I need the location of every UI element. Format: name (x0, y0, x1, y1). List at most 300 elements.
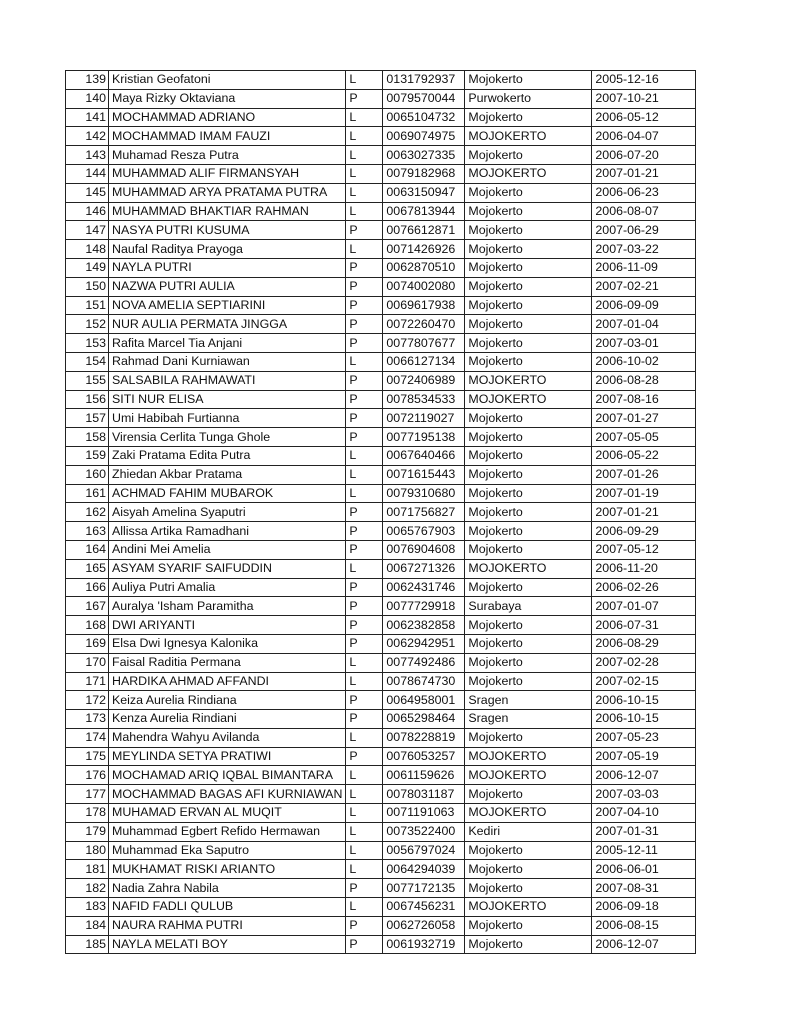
gender-cell: L (346, 465, 383, 484)
gender-cell: L (346, 898, 383, 917)
table-row (66, 89, 696, 108)
birth-date-cell: 2007-03-03 (592, 785, 696, 804)
gender-cell: P (346, 710, 383, 729)
birth-date-cell: 2007-05-19 (592, 747, 696, 766)
gender-cell: P (346, 578, 383, 597)
birthplace-cell: Mojokerto (465, 672, 592, 691)
student-name-cell: NAZWA PUTRI AULIA (109, 277, 346, 296)
birthplace-cell: MOJOKERTO (465, 390, 592, 409)
student-id-cell: 0072406989 (383, 371, 465, 390)
student-name-cell: NASYA PUTRI KUSUMA (109, 221, 346, 240)
student-name-cell: NUR AULIA PERMATA JINGGA (109, 315, 346, 334)
student-id-cell: 0077729918 (383, 597, 465, 616)
birthplace-cell: MOJOKERTO (465, 766, 592, 785)
student-name-cell: MEYLINDA SETYA PRATIWI (109, 747, 346, 766)
student-name-cell: Muhamad Resza Putra (109, 146, 346, 165)
student-name-cell: MOCHAMMAD IMAM FAUZI (109, 127, 346, 146)
student-name-cell: Keiza Aurelia Rindiana (109, 691, 346, 710)
birthplace-cell: MOJOKERTO (465, 164, 592, 183)
student-id-cell: 0072260470 (383, 315, 465, 334)
gender-cell: L (346, 728, 383, 747)
student-id-cell: 0078031187 (383, 785, 465, 804)
student-id-cell: 0062726058 (383, 916, 465, 935)
birth-date-cell: 2007-01-26 (592, 465, 696, 484)
student-id-cell: 0067813944 (383, 202, 465, 221)
student-id-cell: 0071756827 (383, 503, 465, 522)
gender-cell: L (346, 785, 383, 804)
table-row (66, 916, 696, 935)
birth-date-cell: 2007-01-07 (592, 597, 696, 616)
student-name-cell: MOCHAMAD ARIQ IQBAL BIMANTARA (109, 766, 346, 785)
table-row (66, 879, 696, 898)
student-name-cell: MUHAMMAD ALIF FIRMANSYAH (109, 164, 346, 183)
student-id-cell: 0076612871 (383, 221, 465, 240)
table-row (66, 202, 696, 221)
gender-cell: L (346, 146, 383, 165)
birth-date-cell: 2006-09-09 (592, 296, 696, 315)
birth-date-cell: 2007-01-19 (592, 484, 696, 503)
row-number-cell: 180 (66, 841, 109, 860)
table-row (66, 728, 696, 747)
student-id-cell: 0076904608 (383, 540, 465, 559)
student-id-cell: 0067271326 (383, 559, 465, 578)
student-id-cell: 0064294039 (383, 860, 465, 879)
table-row (66, 428, 696, 447)
table-row (66, 691, 696, 710)
student-id-cell: 0062431746 (383, 578, 465, 597)
table-row (66, 597, 696, 616)
birthplace-cell: MOJOKERTO (465, 747, 592, 766)
table-row (66, 446, 696, 465)
row-number-cell: 169 (66, 634, 109, 653)
gender-cell: P (346, 540, 383, 559)
student-name-cell: Umi Habibah Furtianna (109, 409, 346, 428)
table-row (66, 540, 696, 559)
birthplace-cell: Mojokerto (465, 146, 592, 165)
student-name-cell: Auralya 'Isham Paramitha (109, 597, 346, 616)
row-number-cell: 159 (66, 446, 109, 465)
birth-date-cell: 2007-02-21 (592, 277, 696, 296)
student-id-cell: 0073522400 (383, 822, 465, 841)
gender-cell: P (346, 691, 383, 710)
birth-date-cell: 2007-06-29 (592, 221, 696, 240)
student-id-cell: 0063150947 (383, 183, 465, 202)
table-row (66, 578, 696, 597)
student-id-cell: 0066127134 (383, 352, 465, 371)
student-table (65, 70, 696, 954)
gender-cell: P (346, 616, 383, 635)
student-name-cell: NAURA RAHMA PUTRI (109, 916, 346, 935)
student-id-cell: 0065298464 (383, 710, 465, 729)
birthplace-cell: MOJOKERTO (465, 371, 592, 390)
birthplace-cell: Kediri (465, 822, 592, 841)
birthplace-cell: Mojokerto (465, 484, 592, 503)
gender-cell: L (346, 240, 383, 259)
student-id-cell: 0074002080 (383, 277, 465, 296)
birth-date-cell: 2007-08-31 (592, 879, 696, 898)
row-number-cell: 150 (66, 277, 109, 296)
student-name-cell: Kristian Geofatoni (109, 71, 346, 90)
gender-cell: P (346, 334, 383, 353)
gender-cell: P (346, 89, 383, 108)
birth-date-cell: 2006-06-23 (592, 183, 696, 202)
gender-cell: L (346, 352, 383, 371)
gender-cell: P (346, 315, 383, 334)
student-id-cell: 0061932719 (383, 935, 465, 954)
row-number-cell: 153 (66, 334, 109, 353)
student-name-cell: Virensia Cerlita Tunga Ghole (109, 428, 346, 447)
table-row (66, 371, 696, 390)
birth-date-cell: 2006-07-31 (592, 616, 696, 635)
birthplace-cell: Mojokerto (465, 634, 592, 653)
row-number-cell: 144 (66, 164, 109, 183)
birthplace-cell: Mojokerto (465, 71, 592, 90)
table-row (66, 559, 696, 578)
student-name-cell: Nadia Zahra Nabila (109, 879, 346, 898)
birth-date-cell: 2007-05-05 (592, 428, 696, 447)
gender-cell: P (346, 503, 383, 522)
student-id-cell: 0077492486 (383, 653, 465, 672)
birthplace-cell: Sragen (465, 710, 592, 729)
gender-cell: L (346, 71, 383, 90)
birth-date-cell: 2007-02-28 (592, 653, 696, 672)
birth-date-cell: 2006-08-07 (592, 202, 696, 221)
student-id-cell: 0078534533 (383, 390, 465, 409)
student-name-cell: Rahmad Dani Kurniawan (109, 352, 346, 371)
gender-cell: P (346, 522, 383, 541)
row-number-cell: 152 (66, 315, 109, 334)
table-row (66, 653, 696, 672)
birth-date-cell: 2006-05-12 (592, 108, 696, 127)
birth-date-cell: 2007-02-15 (592, 672, 696, 691)
table-row (66, 390, 696, 409)
birthplace-cell: Mojokerto (465, 522, 592, 541)
birthplace-cell: Mojokerto (465, 879, 592, 898)
gender-cell: P (346, 597, 383, 616)
table-row (66, 108, 696, 127)
student-name-cell: Zaki Pratama Edita Putra (109, 446, 346, 465)
row-number-cell: 164 (66, 540, 109, 559)
table-row (66, 409, 696, 428)
birth-date-cell: 2007-05-23 (592, 728, 696, 747)
row-number-cell: 143 (66, 146, 109, 165)
student-name-cell: NAFID FADLI QULUB (109, 898, 346, 917)
row-number-cell: 156 (66, 390, 109, 409)
student-id-cell: 0065104732 (383, 108, 465, 127)
table-row (66, 634, 696, 653)
birth-date-cell: 2006-11-20 (592, 559, 696, 578)
student-name-cell: Mahendra Wahyu Avilanda (109, 728, 346, 747)
table-row (66, 804, 696, 823)
student-name-cell: NAYLA PUTRI (109, 258, 346, 277)
table-row (66, 522, 696, 541)
birthplace-cell: Mojokerto (465, 841, 592, 860)
gender-cell: L (346, 127, 383, 146)
student-id-cell: 0077807677 (383, 334, 465, 353)
table-row (66, 672, 696, 691)
student-id-cell: 0067640466 (383, 446, 465, 465)
student-id-cell: 0079570044 (383, 89, 465, 108)
table-row (66, 747, 696, 766)
student-id-cell: 0062870510 (383, 258, 465, 277)
row-number-cell: 142 (66, 127, 109, 146)
birth-date-cell: 2006-09-29 (592, 522, 696, 541)
student-list-page (65, 70, 696, 954)
row-number-cell: 179 (66, 822, 109, 841)
gender-cell: L (346, 446, 383, 465)
gender-cell: L (346, 860, 383, 879)
table-row (66, 334, 696, 353)
table-row (66, 465, 696, 484)
table-row (66, 766, 696, 785)
birthplace-cell: Mojokerto (465, 202, 592, 221)
row-number-cell: 172 (66, 691, 109, 710)
student-id-cell: 0067456231 (383, 898, 465, 917)
table-row (66, 71, 696, 90)
birthplace-cell: Mojokerto (465, 860, 592, 879)
row-number-cell: 146 (66, 202, 109, 221)
student-id-cell: 0061159626 (383, 766, 465, 785)
row-number-cell: 168 (66, 616, 109, 635)
birthplace-cell: Mojokerto (465, 334, 592, 353)
gender-cell: P (346, 371, 383, 390)
student-id-cell: 0064958001 (383, 691, 465, 710)
birthplace-cell: Purwokerto (465, 89, 592, 108)
birthplace-cell: Mojokerto (465, 315, 592, 334)
row-number-cell: 178 (66, 804, 109, 823)
birth-date-cell: 2007-03-01 (592, 334, 696, 353)
table-row (66, 258, 696, 277)
row-number-cell: 170 (66, 653, 109, 672)
birthplace-cell: Mojokerto (465, 183, 592, 202)
birth-date-cell: 2006-07-20 (592, 146, 696, 165)
gender-cell: P (346, 296, 383, 315)
birthplace-cell: Mojokerto (465, 240, 592, 259)
gender-cell: P (346, 277, 383, 296)
row-number-cell: 157 (66, 409, 109, 428)
row-number-cell: 145 (66, 183, 109, 202)
row-number-cell: 162 (66, 503, 109, 522)
birthplace-cell: Mojokerto (465, 352, 592, 371)
gender-cell: L (346, 766, 383, 785)
student-name-cell: MOCHAMMAD ADRIANO (109, 108, 346, 127)
birth-date-cell: 2006-12-07 (592, 766, 696, 785)
gender-cell: L (346, 653, 383, 672)
row-number-cell: 141 (66, 108, 109, 127)
birth-date-cell: 2007-04-10 (592, 804, 696, 823)
birth-date-cell: 2007-01-31 (592, 822, 696, 841)
table-row (66, 221, 696, 240)
table-row (66, 841, 696, 860)
birthplace-cell: Mojokerto (465, 108, 592, 127)
birthplace-cell: Mojokerto (465, 296, 592, 315)
row-number-cell: 177 (66, 785, 109, 804)
row-number-cell: 175 (66, 747, 109, 766)
student-id-cell: 0078674730 (383, 672, 465, 691)
birth-date-cell: 2005-12-11 (592, 841, 696, 860)
gender-cell: P (346, 916, 383, 935)
birthplace-cell: Mojokerto (465, 916, 592, 935)
table-row (66, 164, 696, 183)
birth-date-cell: 2006-10-02 (592, 352, 696, 371)
student-name-cell: Kenza Aurelia Rindiani (109, 710, 346, 729)
birthplace-cell: MOJOKERTO (465, 127, 592, 146)
gender-cell: L (346, 108, 383, 127)
gender-cell: P (346, 221, 383, 240)
table-row (66, 616, 696, 635)
row-number-cell: 161 (66, 484, 109, 503)
student-id-cell: 0079182968 (383, 164, 465, 183)
row-number-cell: 148 (66, 240, 109, 259)
gender-cell: P (346, 409, 383, 428)
row-number-cell: 154 (66, 352, 109, 371)
birthplace-cell: Mojokerto (465, 785, 592, 804)
table-row (66, 935, 696, 954)
birth-date-cell: 2006-02-26 (592, 578, 696, 597)
birthplace-cell: Sragen (465, 691, 592, 710)
student-name-cell: MUHAMMAD BHAKTIAR RAHMAN (109, 202, 346, 221)
student-name-cell: NOVA AMELIA SEPTIARINI (109, 296, 346, 315)
birth-date-cell: 2006-10-15 (592, 710, 696, 729)
birth-date-cell: 2007-01-21 (592, 503, 696, 522)
table-row (66, 898, 696, 917)
row-number-cell: 185 (66, 935, 109, 954)
birthplace-cell: Mojokerto (465, 503, 592, 522)
gender-cell: P (346, 390, 383, 409)
birth-date-cell: 2005-12-16 (592, 71, 696, 90)
row-number-cell: 166 (66, 578, 109, 597)
student-name-cell: Naufal Raditya Prayoga (109, 240, 346, 259)
row-number-cell: 171 (66, 672, 109, 691)
birth-date-cell: 2006-10-15 (592, 691, 696, 710)
birthplace-cell: Mojokerto (465, 578, 592, 597)
student-id-cell: 0071426926 (383, 240, 465, 259)
birthplace-cell: Surabaya (465, 597, 592, 616)
row-number-cell: 165 (66, 559, 109, 578)
row-number-cell: 158 (66, 428, 109, 447)
student-name-cell: HARDIKA AHMAD AFFANDI (109, 672, 346, 691)
student-id-cell: 0065767903 (383, 522, 465, 541)
gender-cell: L (346, 164, 383, 183)
student-name-cell: MUHAMMAD ARYA PRATAMA PUTRA (109, 183, 346, 202)
birthplace-cell: Mojokerto (465, 277, 592, 296)
row-number-cell: 181 (66, 860, 109, 879)
student-name-cell: NAYLA MELATI BOY (109, 935, 346, 954)
gender-cell: P (346, 935, 383, 954)
row-number-cell: 183 (66, 898, 109, 917)
student-name-cell: Maya Rizky Oktaviana (109, 89, 346, 108)
student-name-cell: ASYAM SYARIF SAIFUDDIN (109, 559, 346, 578)
table-row (66, 146, 696, 165)
row-number-cell: 173 (66, 710, 109, 729)
table-row (66, 785, 696, 804)
student-name-cell: ACHMAD FAHIM MUBAROK (109, 484, 346, 503)
birthplace-cell: Mojokerto (465, 409, 592, 428)
birth-date-cell: 2006-05-22 (592, 446, 696, 465)
gender-cell: P (346, 634, 383, 653)
student-name-cell: Muhammad Eka Saputro (109, 841, 346, 860)
table-row (66, 484, 696, 503)
row-number-cell: 163 (66, 522, 109, 541)
birth-date-cell: 2007-10-21 (592, 89, 696, 108)
gender-cell: L (346, 822, 383, 841)
birthplace-cell: Mojokerto (465, 258, 592, 277)
student-id-cell: 0131792937 (383, 71, 465, 90)
row-number-cell: 155 (66, 371, 109, 390)
row-number-cell: 151 (66, 296, 109, 315)
birthplace-cell: Mojokerto (465, 465, 592, 484)
student-name-cell: SALSABILA RAHMAWATI (109, 371, 346, 390)
student-name-cell: MOCHAMMAD BAGAS AFI KURNIAWAN (109, 785, 346, 804)
birth-date-cell: 2006-12-07 (592, 935, 696, 954)
student-name-cell: MUHAMAD ERVAN AL MUQIT (109, 804, 346, 823)
row-number-cell: 184 (66, 916, 109, 935)
gender-cell: L (346, 841, 383, 860)
table-row (66, 503, 696, 522)
row-number-cell: 160 (66, 465, 109, 484)
row-number-cell: 167 (66, 597, 109, 616)
birthplace-cell: Mojokerto (465, 616, 592, 635)
birth-date-cell: 2007-03-22 (592, 240, 696, 259)
student-name-cell: Zhiedan Akbar Pratama (109, 465, 346, 484)
student-id-cell: 0062942951 (383, 634, 465, 653)
student-id-cell: 0077172135 (383, 879, 465, 898)
row-number-cell: 140 (66, 89, 109, 108)
table-row (66, 127, 696, 146)
birthplace-cell: Mojokerto (465, 428, 592, 447)
row-number-cell: 182 (66, 879, 109, 898)
student-name-cell: Andini Mei Amelia (109, 540, 346, 559)
student-name-cell: SITI NUR ELISA (109, 390, 346, 409)
birth-date-cell: 2006-06-01 (592, 860, 696, 879)
student-id-cell: 0071191063 (383, 804, 465, 823)
table-row (66, 183, 696, 202)
student-id-cell: 0069074975 (383, 127, 465, 146)
student-name-cell: Allissa Artika Ramadhani (109, 522, 346, 541)
table-row (66, 277, 696, 296)
student-name-cell: MUKHAMAT RISKI ARIANTO (109, 860, 346, 879)
student-table-body (66, 71, 696, 954)
gender-cell: L (346, 183, 383, 202)
gender-cell: P (346, 879, 383, 898)
student-id-cell: 0062382858 (383, 616, 465, 635)
table-row (66, 352, 696, 371)
gender-cell: P (346, 747, 383, 766)
student-name-cell: Faisal Raditia Permana (109, 653, 346, 672)
birth-date-cell: 2007-01-21 (592, 164, 696, 183)
birth-date-cell: 2006-08-28 (592, 371, 696, 390)
gender-cell: P (346, 428, 383, 447)
student-name-cell: DWI ARIYANTI (109, 616, 346, 635)
student-name-cell: Rafita Marcel Tia Anjani (109, 334, 346, 353)
student-name-cell: Elsa Dwi Ignesya Kalonika (109, 634, 346, 653)
student-id-cell: 0078228819 (383, 728, 465, 747)
birthplace-cell: MOJOKERTO (465, 804, 592, 823)
student-id-cell: 0063027335 (383, 146, 465, 165)
birth-date-cell: 2007-01-27 (592, 409, 696, 428)
gender-cell: P (346, 258, 383, 277)
table-row (66, 822, 696, 841)
birthplace-cell: Mojokerto (465, 540, 592, 559)
student-id-cell: 0056797024 (383, 841, 465, 860)
birth-date-cell: 2006-08-29 (592, 634, 696, 653)
row-number-cell: 174 (66, 728, 109, 747)
birthplace-cell: MOJOKERTO (465, 559, 592, 578)
birthplace-cell: Mojokerto (465, 653, 592, 672)
gender-cell: L (346, 202, 383, 221)
birth-date-cell: 2007-08-16 (592, 390, 696, 409)
birthplace-cell: Mojokerto (465, 221, 592, 240)
